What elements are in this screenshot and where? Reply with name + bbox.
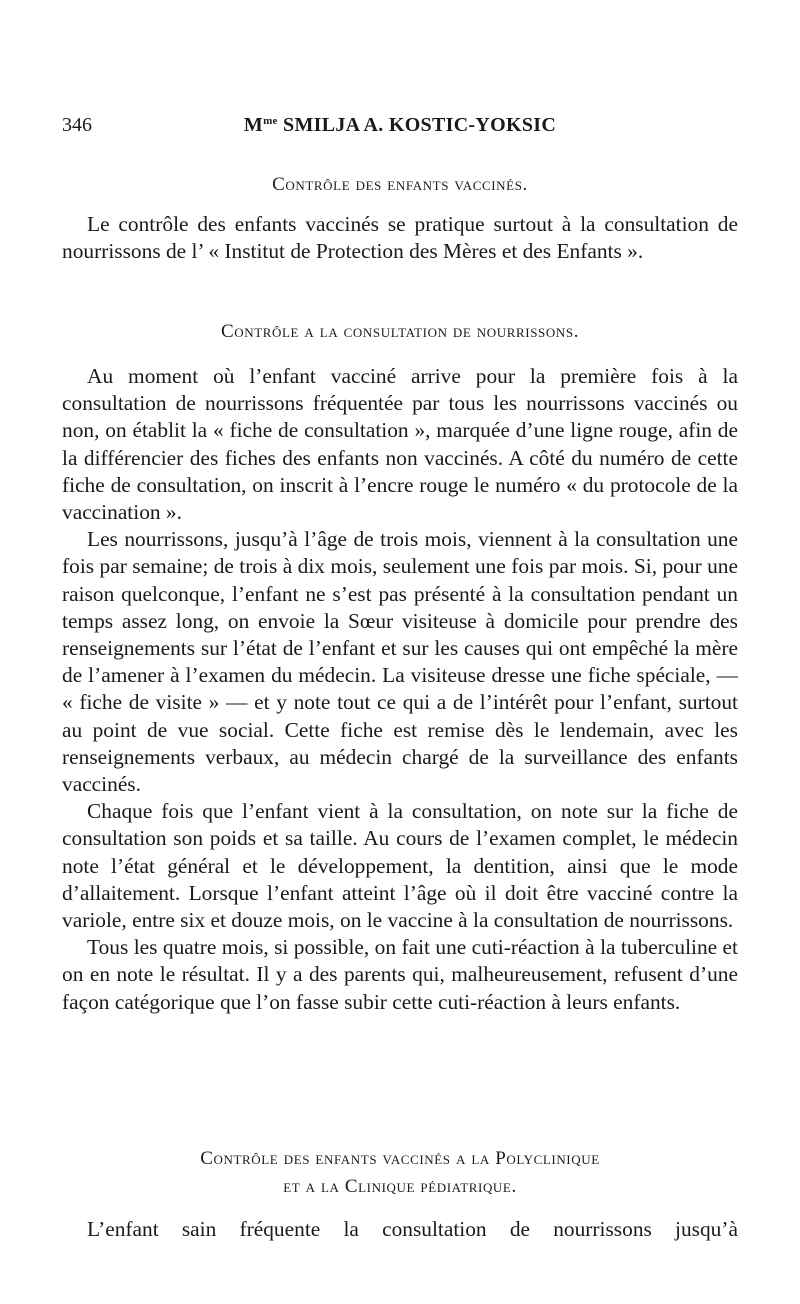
author-name	[62, 114, 738, 137]
author-surname: SMILJA A. KOSTIC-YOKSIC	[283, 114, 557, 136]
paragraph: Le contrôle des enfants vaccinés se pratique surtout à la consultation de nourrissons de l’ « Institut de Protection des Mères et des Enfants ».	[62, 212, 738, 264]
section-body	[62, 1216, 738, 1243]
section-heading: Contrôle a la consultation de nourrissons.	[220, 321, 580, 342]
paragraph: Les nourrissons, jusqu’à l’âge de trois mois, viennent à la consultation une fois par semaine; de trois à dix mois, seulement une fois par mois. Si, pour une raison quelconque, l’enfant ne s’est pas présenté à la consultation pendant un temps assez long, on envoie la Sœur visiteuse à domicile pour prendre des renseignements sur l’état de l’enfant et sur les causes qui ont empêché la mère de l’amener à l’examen du médecin. La visiteuse dresse une fiche spéciale, — « fiche de visite » — et y note tout ce qui a de l’intérêt pour l’enfant, surtout au point de vue social. Cette fiche est remise dès le lendemain, avec les renseignements verbaux, au médecin chargé de la surveillance des enfants vaccinés.	[62, 527, 738, 797]
paragraph: Tous les quatre mois, si possible, on fait une cuti-réaction à la tuberculine et on en note le résultat. Il y a des parents qui, malheureusement, refusent d’une façon catégorique que l’on fasse subir cette cuti-réaction à leurs enfants.	[62, 935, 738, 1014]
author-title-sup: me	[263, 115, 278, 127]
page-number: 346	[62, 114, 92, 136]
section-heading-line2: et a la Clinique pédiatrique.	[283, 1176, 517, 1197]
section-heading-line1: Contrôle des enfants vaccinés a la Polyclinique	[200, 1148, 600, 1169]
paragraph: Au moment où l’enfant vacciné arrive pour la première fois à la consultation de nourrissons fréquentée par tous les nourrissons vaccinés ou non, on établit la « fiche de consultation », marquée d’une ligne rouge, afin de la différencier des fiches des enfants non vaccinés. A côté du numéro de cette fiche de consultation, on inscrit à l’encre rouge le numéro « du protocole de la vaccination ».	[62, 364, 738, 525]
author-prefix: M	[243, 114, 264, 136]
paragraph: L’enfant sain fréquente la consultation de nourrissons jusqu’à	[87, 1217, 738, 1241]
section-body	[62, 211, 738, 265]
section-body	[62, 363, 738, 1016]
paragraph: Chaque fois que l’enfant vient à la consultation, on note sur la fiche de consultation son poids et sa taille. Au cours de l’examen complet, le médecin note l’état général et le développement, la dentition, ainsi que le mode d’allaitement. Lorsque l’enfant atteint l’âge où il doit être vacciné contre la variole, entre six et douze mois, on le vaccine à la consultation de nourrissons.	[62, 799, 738, 933]
section-heading: Contrôle des enfants vaccinés.	[272, 174, 528, 195]
running-header	[62, 114, 738, 142]
